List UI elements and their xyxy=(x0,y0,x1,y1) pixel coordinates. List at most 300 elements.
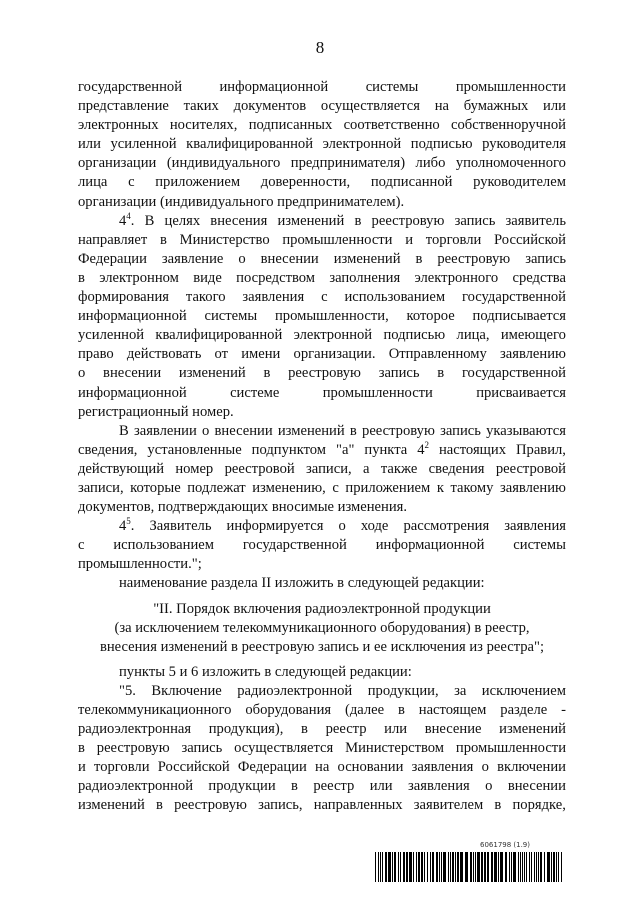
word: изменений xyxy=(78,797,145,814)
word: - xyxy=(561,702,566,718)
barcode-bar xyxy=(475,852,476,882)
barcode-bar xyxy=(421,852,423,882)
word: доверенности, xyxy=(260,174,351,191)
word: $4^4$. xyxy=(119,210,135,229)
word: к xyxy=(436,479,444,496)
barcode-bar xyxy=(455,852,456,882)
word: в xyxy=(78,269,85,286)
word: разделе xyxy=(500,702,548,718)
barcode-bar xyxy=(470,852,472,882)
word: радиоэлектронной xyxy=(237,682,353,699)
barcode-bar xyxy=(385,852,387,882)
barcode-bar xyxy=(494,852,497,882)
text-line xyxy=(78,212,566,231)
word: В xyxy=(144,212,155,229)
word: заявление xyxy=(161,250,224,267)
barcode-bar xyxy=(392,852,393,882)
word: заявления xyxy=(407,778,470,795)
text-line xyxy=(78,307,566,326)
barcode-bar xyxy=(509,852,510,882)
word: подписывается xyxy=(472,308,566,325)
word: в xyxy=(437,365,445,382)
word: квалифицированной xyxy=(186,136,314,153)
word: Включение xyxy=(151,682,222,699)
word: имеющего xyxy=(500,327,566,344)
barcode-bar xyxy=(544,852,545,882)
word: $4^2$ xyxy=(417,439,430,458)
word: заявлению xyxy=(499,479,566,496)
barcode-bar xyxy=(382,852,383,882)
word: или xyxy=(369,778,393,795)
line-text: внесения изменений в реестровую запись и ее исключения из реестра"; xyxy=(99,638,545,655)
text-line xyxy=(78,701,566,720)
word: реестр xyxy=(313,778,355,795)
line-text: наименование раздела II изложить в следующей редакции: xyxy=(119,575,485,592)
word: заявления xyxy=(504,518,566,535)
word: промышленности xyxy=(282,231,393,248)
word: Заявитель xyxy=(149,518,212,535)
word: внесении xyxy=(260,250,319,267)
word: виде xyxy=(193,269,222,286)
word: реестровую xyxy=(437,250,511,267)
barcode-bar xyxy=(505,852,507,882)
word: в xyxy=(263,365,271,382)
word: о xyxy=(238,250,246,267)
word: на xyxy=(315,759,330,776)
word: лица, xyxy=(456,327,490,344)
word: внесении xyxy=(507,778,566,795)
word: заполнения xyxy=(329,269,401,286)
barcode-bar xyxy=(561,852,562,882)
word: приложением xyxy=(345,479,431,496)
barcode-bar xyxy=(538,852,539,882)
text-line xyxy=(78,777,566,796)
barcode-bar xyxy=(491,852,493,882)
word: промышленности xyxy=(455,740,566,757)
word: "5. xyxy=(119,682,136,699)
barcode-bar xyxy=(439,852,440,882)
word: промышленности, xyxy=(274,308,389,325)
text-line xyxy=(78,441,566,460)
word: подпунктом xyxy=(251,441,327,458)
word: изменений xyxy=(178,365,246,382)
word: соответственно xyxy=(343,117,440,134)
word: за xyxy=(454,682,467,699)
word: Российской xyxy=(157,759,230,776)
barcode-bar xyxy=(518,852,519,882)
word: сведения, xyxy=(78,441,138,458)
word: или xyxy=(78,136,101,153)
text-line xyxy=(78,536,566,555)
barcode-bar xyxy=(529,852,530,882)
barcode-bar xyxy=(481,852,483,882)
word: запись xyxy=(378,365,420,382)
word: радиоэлектронной xyxy=(78,778,194,795)
word: с xyxy=(332,479,339,496)
text-line xyxy=(78,364,566,383)
word: подлежат xyxy=(187,479,246,496)
word: реестровой xyxy=(224,460,295,477)
word: бумажных xyxy=(463,98,529,115)
word: и xyxy=(78,759,86,776)
word: подписанных xyxy=(248,117,333,134)
word: записи, xyxy=(306,460,352,477)
word: торговли xyxy=(425,231,482,248)
word: с xyxy=(128,174,135,191)
barcode-bar xyxy=(424,852,425,882)
word: Федерации xyxy=(237,759,307,776)
word: от xyxy=(214,346,229,363)
text-line xyxy=(78,326,566,345)
word: на xyxy=(434,98,449,115)
barcode-bar xyxy=(394,852,396,882)
barcode-bar xyxy=(540,852,542,882)
barcode-bar xyxy=(487,852,489,882)
word: о xyxy=(338,518,346,535)
word: заявителем xyxy=(413,797,484,814)
superscript: 2 xyxy=(424,439,430,450)
barcode-bar xyxy=(388,852,391,882)
word: запись xyxy=(454,212,496,229)
word: Федерации xyxy=(78,250,147,267)
word: усиленной xyxy=(78,327,145,344)
word: электронном xyxy=(99,269,179,286)
word: такого xyxy=(185,289,226,306)
word: реестровую xyxy=(371,212,445,229)
word: заявитель xyxy=(505,212,566,229)
text-line xyxy=(78,517,566,536)
barcode-bar xyxy=(500,852,503,882)
word: которое xyxy=(406,308,455,325)
word: продукция), xyxy=(208,721,284,738)
word: запись xyxy=(525,250,566,267)
word: внесение xyxy=(424,721,482,738)
text-line xyxy=(78,720,566,739)
text-line xyxy=(78,758,566,777)
word: в xyxy=(349,422,357,439)
text-line xyxy=(78,97,566,116)
word: запись, xyxy=(258,797,303,814)
word: номер xyxy=(175,460,214,477)
barcode-bar xyxy=(526,852,527,882)
word: ходе xyxy=(360,518,389,535)
word: системы xyxy=(365,79,419,95)
word: информационной xyxy=(375,537,485,554)
line-text: регистрационный номер. xyxy=(78,403,234,420)
word: промышленности xyxy=(322,384,433,401)
document-code: 6061798 (1.9) xyxy=(480,841,530,849)
text-line xyxy=(78,682,566,701)
word: о xyxy=(485,778,493,795)
word: право xyxy=(78,346,114,363)
word: в xyxy=(159,231,167,248)
barcode-bar xyxy=(406,852,408,882)
barcode-bar xyxy=(477,852,480,882)
word: основании xyxy=(337,759,404,776)
word: усиленной xyxy=(110,136,177,153)
word: организации. xyxy=(293,346,376,363)
barcode-bar xyxy=(457,852,459,882)
text-line xyxy=(78,403,566,422)
word: электронных xyxy=(78,117,159,134)
word: исключением xyxy=(481,682,566,699)
word: "а" xyxy=(336,441,355,458)
barcode-bar xyxy=(430,852,431,882)
text-line xyxy=(78,384,566,403)
barcode-bar xyxy=(498,852,499,882)
text-line xyxy=(78,479,566,498)
word: направленных xyxy=(313,797,403,814)
word: информируется xyxy=(226,518,324,535)
superscript: 4 xyxy=(126,210,131,221)
barcode-bar xyxy=(403,852,405,882)
barcode-bar xyxy=(398,852,399,882)
word: заявлении xyxy=(133,422,197,439)
text-line xyxy=(78,135,566,154)
word: настоящем xyxy=(418,702,487,718)
line-text: организации (индивидуального предпринимателем). xyxy=(78,193,405,210)
barcode-bar xyxy=(558,852,559,882)
word: формирования xyxy=(78,289,169,306)
word: изменений xyxy=(333,250,401,267)
line-text: пункты 5 и 6 изложить в следующей редакции: xyxy=(119,663,412,680)
word: Отправленному xyxy=(388,346,487,363)
word: запись xyxy=(440,422,481,439)
text-line xyxy=(78,345,566,364)
word: заявления xyxy=(242,289,305,306)
word: изменений xyxy=(277,212,345,229)
word: действующий xyxy=(78,460,165,477)
word: целях xyxy=(164,212,201,229)
word: о xyxy=(481,759,489,776)
word: включении xyxy=(497,759,566,776)
barcode-bar xyxy=(547,852,550,882)
word: а xyxy=(363,460,370,477)
word: которые xyxy=(130,479,181,496)
word: государственной xyxy=(78,79,183,95)
word: электронного xyxy=(414,269,499,286)
barcode-bar xyxy=(432,852,434,882)
word: сведения xyxy=(428,460,485,477)
word: средства xyxy=(512,269,566,286)
word: системе xyxy=(230,384,280,401)
word: в xyxy=(78,740,85,757)
barcode-bar xyxy=(524,852,525,882)
barcode-bar xyxy=(522,852,523,882)
word: осуществляется xyxy=(234,740,334,757)
word: такому xyxy=(450,479,494,496)
word: государственной xyxy=(461,365,566,382)
barcode-bar xyxy=(473,852,474,882)
word: электронной xyxy=(322,136,402,153)
word: собственноручной xyxy=(451,117,566,134)
barcode-bar xyxy=(484,852,486,882)
word: установленные xyxy=(147,441,242,458)
word: о xyxy=(78,365,86,382)
word: подписанной xyxy=(370,174,453,191)
word: заявления xyxy=(411,759,474,776)
barcode-bar xyxy=(450,852,451,882)
word: в xyxy=(354,212,362,229)
word: государственной xyxy=(461,289,566,306)
barcode-bar xyxy=(531,852,532,882)
word: в xyxy=(494,797,502,814)
word: Министерство xyxy=(179,231,270,248)
barcode xyxy=(375,852,563,882)
word: предпринимателя) xyxy=(290,155,406,172)
text-line xyxy=(78,116,566,135)
word: $4^5$. xyxy=(119,516,135,535)
text-line xyxy=(78,796,566,815)
word: Российской xyxy=(494,231,566,248)
word: настоящих xyxy=(438,441,507,458)
word: лица xyxy=(78,174,108,191)
text-line xyxy=(78,555,566,574)
word: системы xyxy=(204,308,258,325)
barcode-bar xyxy=(443,852,446,882)
document-body xyxy=(78,78,566,816)
text-line xyxy=(78,498,566,517)
barcode-bar xyxy=(427,852,428,882)
word: рассмотрения xyxy=(403,518,490,535)
word: информационной xyxy=(78,308,187,325)
word: порядке, xyxy=(512,797,566,814)
word: пункта xyxy=(364,441,408,458)
word: реестр xyxy=(325,721,367,738)
word: или xyxy=(384,721,408,738)
text-line xyxy=(78,574,566,593)
word: действовать xyxy=(126,346,202,363)
word: направляет xyxy=(78,231,148,248)
text-line xyxy=(78,288,566,307)
word: в xyxy=(397,702,405,718)
barcode-bar xyxy=(448,852,449,882)
word: в xyxy=(291,778,298,795)
text-line xyxy=(78,663,566,682)
barcode-bar xyxy=(556,852,557,882)
superscript: 5 xyxy=(126,516,131,527)
word: руководителем xyxy=(473,174,566,191)
word: таких xyxy=(183,98,219,115)
word: изменений xyxy=(277,422,345,439)
word: радиоэлектронная xyxy=(78,721,192,738)
word: носителях, xyxy=(169,117,238,134)
barcode-bar xyxy=(380,852,381,882)
text-line xyxy=(78,638,566,657)
text-line xyxy=(78,422,566,441)
word: использованием xyxy=(113,537,214,554)
word: присваивается xyxy=(476,384,566,401)
word: информационной xyxy=(219,79,329,95)
word: имени xyxy=(241,346,281,363)
text-line xyxy=(78,154,566,173)
word: посредством xyxy=(236,269,315,286)
word: представление xyxy=(78,98,169,115)
word: телекоммуникационного xyxy=(78,702,232,718)
text-line xyxy=(78,269,566,288)
text-line xyxy=(78,619,566,638)
barcode-bar xyxy=(378,852,379,882)
barcode-bar xyxy=(553,852,555,882)
word: (индивидуального xyxy=(166,155,281,172)
word: подписью xyxy=(383,327,446,344)
text-line xyxy=(78,600,566,619)
word: в xyxy=(155,797,163,814)
barcode-bar xyxy=(416,852,417,882)
word: руководителя xyxy=(482,136,566,153)
word: осуществляется xyxy=(320,98,420,115)
barcode-bar xyxy=(413,852,414,882)
word: информационной xyxy=(78,384,187,401)
word: квалифицированной xyxy=(155,327,283,344)
word: в xyxy=(415,250,423,267)
word: государственной xyxy=(242,537,347,554)
word: о xyxy=(202,422,210,439)
text-line xyxy=(78,739,566,758)
word: указываются xyxy=(486,422,566,439)
line-text: (за исключением телекоммуникационного оборудования) в реестр, xyxy=(114,619,530,636)
barcode-bar xyxy=(418,852,420,882)
word: в xyxy=(301,721,308,738)
word: Министерством xyxy=(345,740,445,757)
word: внесении xyxy=(103,365,162,382)
word: оборудования xyxy=(245,702,332,718)
barcode-bar xyxy=(551,852,552,882)
line-text: документов, подтверждающих вносимые изменения. xyxy=(78,499,408,516)
text-line xyxy=(78,231,566,250)
word: промышленности xyxy=(455,79,566,95)
barcode-bar xyxy=(375,852,376,882)
word: системы xyxy=(513,537,566,554)
word: организации xyxy=(78,155,157,172)
word: с xyxy=(78,537,85,554)
line-text: "II. Порядок включения радиоэлектронной продукции xyxy=(153,600,491,617)
barcode-bar xyxy=(465,852,468,882)
barcode-bar xyxy=(536,852,537,882)
word: внесении xyxy=(214,422,273,439)
text-line xyxy=(78,193,566,212)
barcode-bar xyxy=(534,852,535,882)
word: продукции xyxy=(208,778,276,795)
text-line xyxy=(78,250,566,269)
barcode-bar xyxy=(511,852,512,882)
word: реестровую xyxy=(362,422,435,439)
word: В xyxy=(119,422,129,439)
word: Правил, xyxy=(515,441,566,458)
word: документов xyxy=(233,98,307,115)
barcode-bar xyxy=(436,852,438,882)
barcode-bar xyxy=(409,852,412,882)
word: приложением xyxy=(155,174,241,191)
word: и xyxy=(405,231,414,248)
word: реестровую xyxy=(96,740,170,757)
text-line xyxy=(78,460,566,479)
word: записи, xyxy=(78,479,124,496)
word: с xyxy=(321,289,328,306)
barcode-bar xyxy=(520,852,521,882)
barcode-bar xyxy=(460,852,463,882)
word: реестровую xyxy=(174,797,247,814)
page-number: 8 xyxy=(315,38,325,57)
barcode-bar xyxy=(513,852,516,882)
word: или xyxy=(543,98,566,115)
barcode-bar xyxy=(452,852,454,882)
word: торговли xyxy=(94,759,150,776)
line-text: промышленности."; xyxy=(78,556,202,573)
word: запись xyxy=(181,740,223,757)
word: использованием xyxy=(344,289,446,306)
word: уполномоченного xyxy=(455,155,566,172)
